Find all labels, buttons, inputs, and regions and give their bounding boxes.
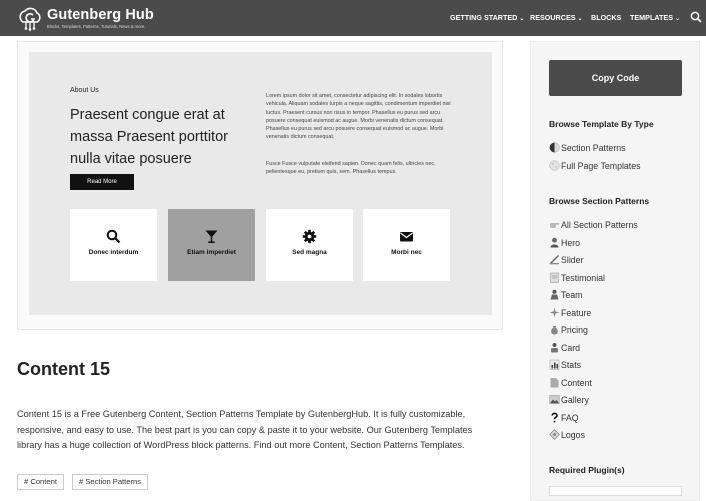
card-icon <box>549 342 560 353</box>
link-label: Pricing <box>561 325 588 335</box>
site-title[interactable]: Gutenberg Hub <box>47 7 154 23</box>
about-label: About Us <box>70 87 99 94</box>
link-label: Section Patterns <box>561 143 626 153</box>
link-label: Gallery <box>561 395 589 405</box>
nav-label: TEMPLATES <box>630 13 673 22</box>
diamond-icon <box>549 429 560 440</box>
link-label: FAQ <box>561 413 579 423</box>
bar-chart-icon <box>549 359 560 370</box>
read-more-button[interactable]: Read More <box>70 174 134 190</box>
sidebar-link-full-page-templates[interactable] <box>549 160 641 172</box>
preview-paragraph: Lorem ipsum dolor sit amet, consectetur adipiscing elit. In sodales lobortis vehicula. Aliquam sodales turpis a neque sagittis, condimentum imperdiet nisi luctus. Praesent cursus non risus in tempor. Phasellus eu purus sed arcu posuere consequat euismod ac augue. Morbi venenatis dictum consequat. Phasellus eu purus sed arcu posuere consequat euismod ac augue. Morbi venenatis dictum consequat. <box>266 93 451 141</box>
picture-icon <box>549 394 560 405</box>
nav-label: GETTING STARTED <box>450 13 518 22</box>
feature-card <box>70 209 157 281</box>
search-icon <box>106 229 121 244</box>
feature-label: Sed magna <box>292 249 327 256</box>
feature-card <box>168 209 255 281</box>
chevron-down-icon: ⌄ <box>519 16 525 22</box>
feature-label: Morbi nec <box>391 249 422 256</box>
template-description: Content 15 is a Free Gutenberg Content, Section Patterns Template by GutenbergHub. It is fully customizable, responsive, and easy to use. The best part is you can copy & paste it to your website. Our Gutenberg Templates library has a huge collection of WordPress block patterns. Find out more Content, Section Patterns Templates. <box>17 409 473 450</box>
link-label: Hero <box>561 238 581 248</box>
page-icon <box>549 377 560 388</box>
required-plugins-heading: Required Plugin(s) <box>549 465 625 475</box>
required-plugin-box <box>549 486 682 496</box>
tag-content[interactable]: # Content <box>17 474 64 490</box>
site-tagline: Blocks, Templates, Patterns, Tutorials, News & more. <box>47 24 146 29</box>
nav-resources[interactable] <box>530 13 583 22</box>
sidebar-link-logos[interactable] <box>549 429 585 441</box>
sidebar-link-gallery[interactable] <box>549 394 589 406</box>
sidebar-link-faq[interactable] <box>549 412 579 424</box>
link-label: Card <box>561 343 581 353</box>
memo-icon <box>549 272 560 283</box>
team-icon <box>549 289 560 300</box>
sidebar-link-stats[interactable] <box>549 359 581 371</box>
search-icon[interactable] <box>690 11 702 23</box>
preview-heading: Praesent congue erat at massa Praesent porttitor nulla vitae posuere <box>70 107 228 167</box>
nav-blocks[interactable] <box>591 13 621 22</box>
sidebar-link-all-section-patterns[interactable] <box>549 219 638 231</box>
nav-label: RESOURCES <box>530 13 576 22</box>
chevron-down-icon: ⌄ <box>577 16 583 22</box>
link-label: All Section Patterns <box>561 220 638 230</box>
sidebar-link-slider[interactable] <box>549 254 584 266</box>
envelope-icon <box>399 229 414 244</box>
link-label: Content <box>561 378 592 388</box>
gear-icon <box>302 229 317 244</box>
nav-templates[interactable] <box>630 13 680 22</box>
feature-label: Donec interdum <box>88 249 139 256</box>
link-label: Stats <box>561 360 582 370</box>
gutenberg-hub-logo-icon[interactable] <box>17 5 43 31</box>
superhero-icon <box>549 237 560 248</box>
question-mark-icon <box>549 412 560 423</box>
feature-label: Etiam imperdiet <box>187 249 236 256</box>
feature-card <box>266 209 353 281</box>
nav-getting-started[interactable] <box>450 13 524 22</box>
link-label: Testimonial <box>561 273 606 283</box>
top-navigation-bar <box>0 0 706 36</box>
tag-section-patterns[interactable]: # Section Patterns <box>72 474 148 490</box>
sidebar-link-section-patterns[interactable] <box>549 142 626 154</box>
full-moon-icon <box>549 160 560 171</box>
money-bag-icon <box>549 324 560 335</box>
sidebar-link-pricing[interactable] <box>549 324 588 336</box>
sidebar-link-feature[interactable] <box>549 307 591 319</box>
sidebar-link-team[interactable] <box>549 289 583 301</box>
chevron-down-icon: ⌄ <box>675 16 681 22</box>
sidebar-link-card[interactable] <box>549 342 580 354</box>
nav-label: BLOCKS <box>591 13 622 22</box>
slider-icon <box>549 254 560 265</box>
cocktail-glass-icon <box>204 229 219 244</box>
feature-card <box>363 209 450 281</box>
sidebar-link-testimonial[interactable] <box>549 272 605 284</box>
link-label: Slider <box>561 255 584 265</box>
pointing-hand-icon <box>549 219 560 230</box>
sidebar-link-hero[interactable] <box>549 237 580 249</box>
page-title: Content 15 <box>17 359 111 379</box>
sidebar-link-content[interactable] <box>549 377 592 389</box>
link-label: Logos <box>561 430 585 440</box>
link-label: Full Page Templates <box>561 161 641 171</box>
browse-section-heading: Browse Section Patterns <box>549 196 650 206</box>
link-label: Feature <box>561 308 592 318</box>
half-moon-icon <box>549 142 560 153</box>
link-label: Team <box>561 290 583 300</box>
browse-by-type-heading: Browse Template By Type <box>549 119 654 129</box>
sparkles-icon <box>549 307 560 318</box>
copy-code-button[interactable]: Copy Code <box>549 60 682 96</box>
preview-paragraph: Fusce Fusce vulputate eleifend sapien. Donec quam felis, ultricies nec, pellentesque eu, pretium quis, sem. Phasellus tempus. <box>266 161 436 176</box>
